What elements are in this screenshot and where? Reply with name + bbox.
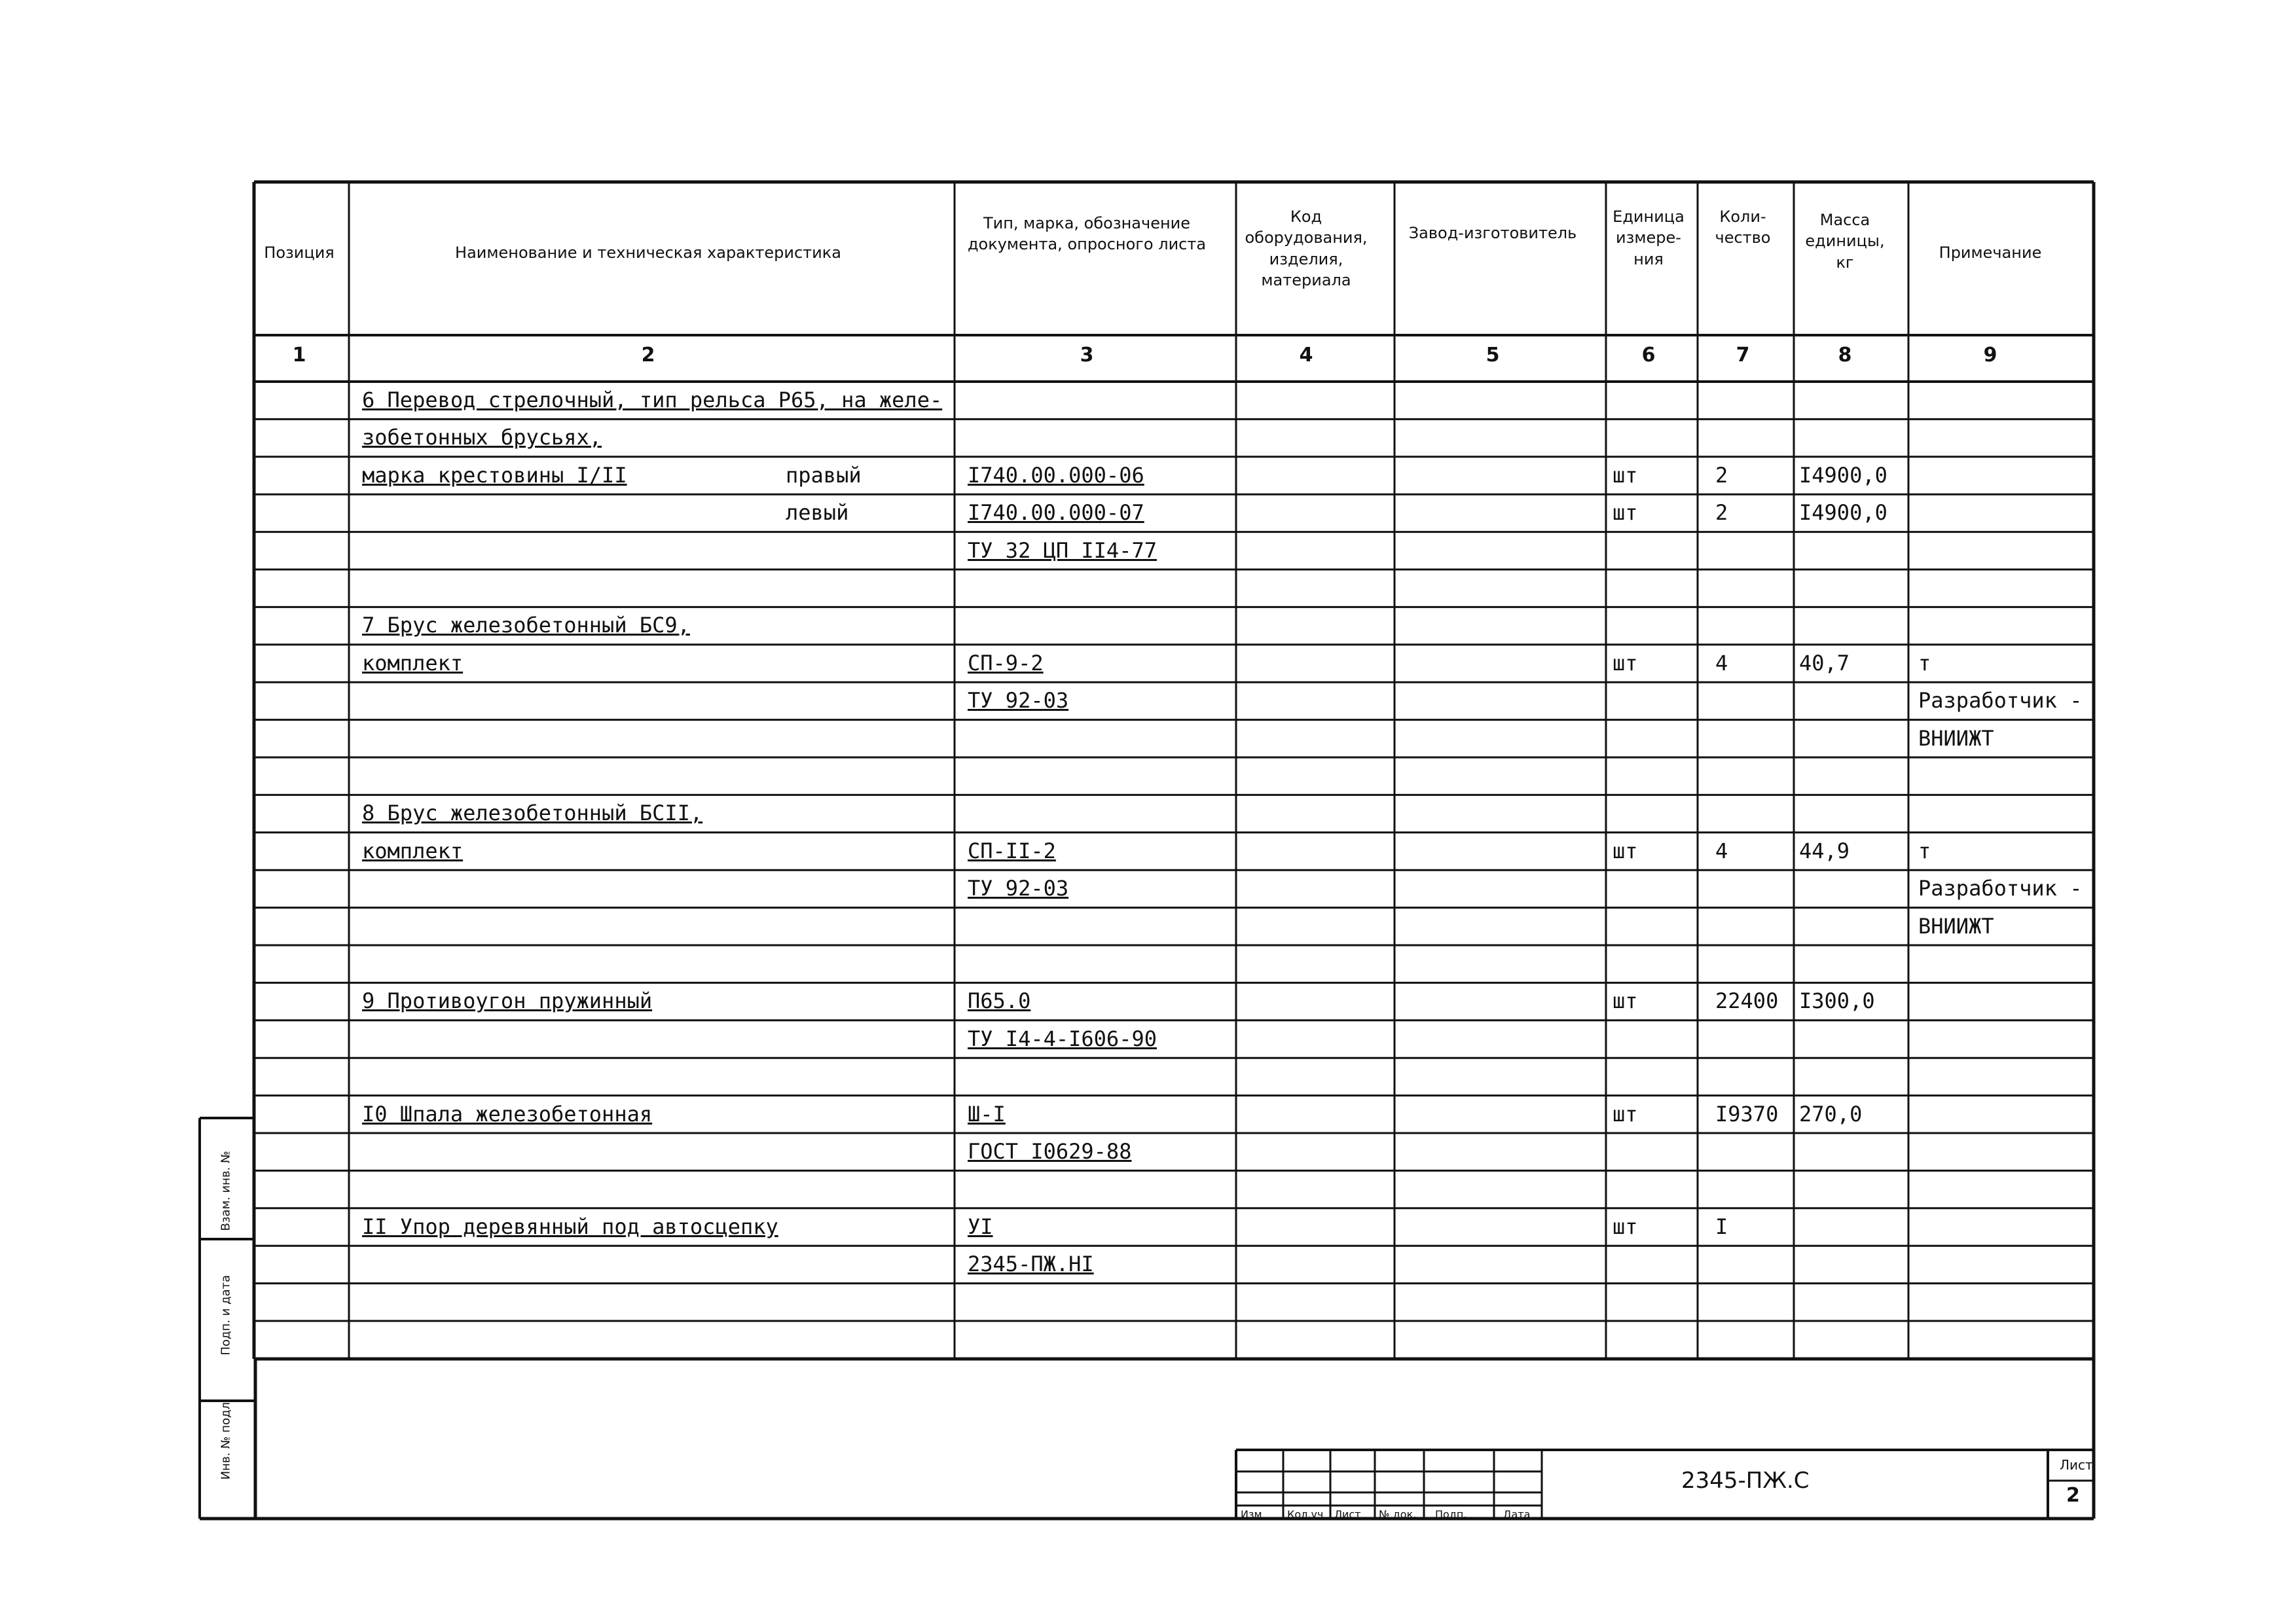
row-doc: ТУ I4-4-I606-90 (968, 1026, 1157, 1051)
document-designation: 2345-ПЖ.С (1681, 1468, 1810, 1494)
row-unit: шт (1613, 988, 1638, 1014)
row-mass: 40,7 (1799, 650, 1850, 676)
row-note: ВНИИЖТ (1918, 725, 1994, 751)
row-name: комплект (362, 838, 464, 863)
row-doc: П65.0 (968, 988, 1031, 1014)
sheet-label: Лист (2060, 1457, 2093, 1473)
header-factory: Завод-изготовитель (1408, 224, 1577, 242)
header-code: Код оборудования, изделия, материала (1245, 208, 1368, 290)
row-side: левый (786, 500, 849, 526)
row-qty: I (1715, 1214, 1728, 1239)
column-number: 2 (641, 344, 655, 367)
row-name: марка крестовины I/II (362, 462, 627, 488)
column-number: 7 (1736, 344, 1750, 367)
row-unit: шт (1613, 838, 1638, 863)
row-doc: УI (968, 1214, 993, 1239)
column-number: 6 (1641, 344, 1656, 367)
row-qty: 4 (1715, 650, 1728, 676)
column-number: 1 (292, 344, 306, 367)
side-stamp-inventory: Инв. № подл. (219, 1398, 233, 1480)
row-name: зобетонных брусьях, (362, 425, 602, 450)
column-number: 8 (1838, 344, 1852, 367)
header-position: Позиция (264, 244, 335, 262)
header-unit: Единица измере-ния (1613, 208, 1685, 268)
row-doc: СП-9-2 (968, 650, 1044, 676)
row-name: II Упор деревянный под автосцепку (362, 1214, 778, 1239)
column-number: 4 (1299, 344, 1313, 367)
row-name: комплект (362, 650, 464, 676)
row-note: Разработчик - (1918, 876, 2083, 901)
stamp-label: Лист (1334, 1508, 1361, 1521)
stamp-label: Подп. (1435, 1508, 1467, 1521)
side-stamp-replacement: Взам. инв. № (219, 1151, 233, 1231)
row-unit: шт (1613, 1214, 1638, 1239)
row-doc: ТУ 92-03 (968, 876, 1069, 901)
row-qty: I9370 (1715, 1101, 1779, 1127)
row-name: 8 Брус железобетонный БСII, (362, 801, 703, 826)
header-type: Тип, марка, обозначение документа, опросного листа (967, 214, 1207, 254)
row-name: 6 Перевод стрелочный, тип рельса Р65, на желе- (362, 388, 943, 412)
row-doc: Ш-I (968, 1101, 1006, 1127)
row-note: ВНИИЖТ (1918, 913, 1994, 939)
row-doc: ТУ 92-03 (968, 688, 1069, 713)
row-note: т (1918, 838, 1931, 863)
row-doc: I740.00.000-07 (968, 500, 1144, 526)
row-qty: 22400 (1715, 988, 1779, 1014)
header-quantity: Коли-чество (1715, 208, 1771, 247)
header-note: Примечание (1939, 244, 2042, 262)
row-note: т (1918, 650, 1931, 676)
column-number: 9 (1983, 344, 1997, 367)
row-unit: шт (1613, 1101, 1638, 1127)
header-name: Наименование и техническая характеристика (455, 244, 841, 262)
row-side: правый (786, 462, 862, 488)
header-mass: Масса единицы, кг (1805, 211, 1885, 272)
row-mass: 270,0 (1799, 1101, 1863, 1127)
row-doc: 2345-ПЖ.НI (968, 1252, 1094, 1277)
row-name: I0 Шпала железобетонная (362, 1101, 653, 1127)
sheet-number: 2 (2066, 1484, 2080, 1507)
stamp-label: Кол.уч (1287, 1508, 1324, 1521)
side-stamp-signature: Подп. и дата (219, 1274, 233, 1356)
row-unit: шт (1613, 650, 1638, 676)
row-note: Разработчик - (1918, 688, 2083, 713)
column-number: 5 (1485, 344, 1500, 367)
row-mass: 44,9 (1799, 838, 1850, 863)
row-mass: I4900,0 (1799, 500, 1887, 526)
row-qty: 2 (1715, 500, 1728, 526)
row-doc: I740.00.000-06 (968, 462, 1144, 488)
stamp-label: Изм (1241, 1508, 1262, 1521)
row-doc: СП-II-2 (968, 838, 1056, 863)
row-qty: 4 (1715, 838, 1728, 863)
row-mass: I300,0 (1799, 988, 1875, 1014)
row-qty: 2 (1715, 462, 1728, 488)
row-name: 7 Брус железобетонный БС9, (362, 613, 690, 638)
row-doc: ТУ 32 ЦП II4-77 (968, 537, 1157, 563)
stamp-label: № док. (1379, 1508, 1417, 1521)
stamp-label: Дата (1503, 1508, 1531, 1521)
row-doc: ГОСТ I0629-88 (968, 1139, 1132, 1164)
row-mass: I4900,0 (1799, 462, 1887, 488)
row-name: 9 Противоугон пружинный (362, 988, 653, 1014)
row-unit: шт (1613, 500, 1638, 526)
column-number: 3 (1080, 344, 1094, 367)
row-unit: шт (1613, 462, 1638, 488)
